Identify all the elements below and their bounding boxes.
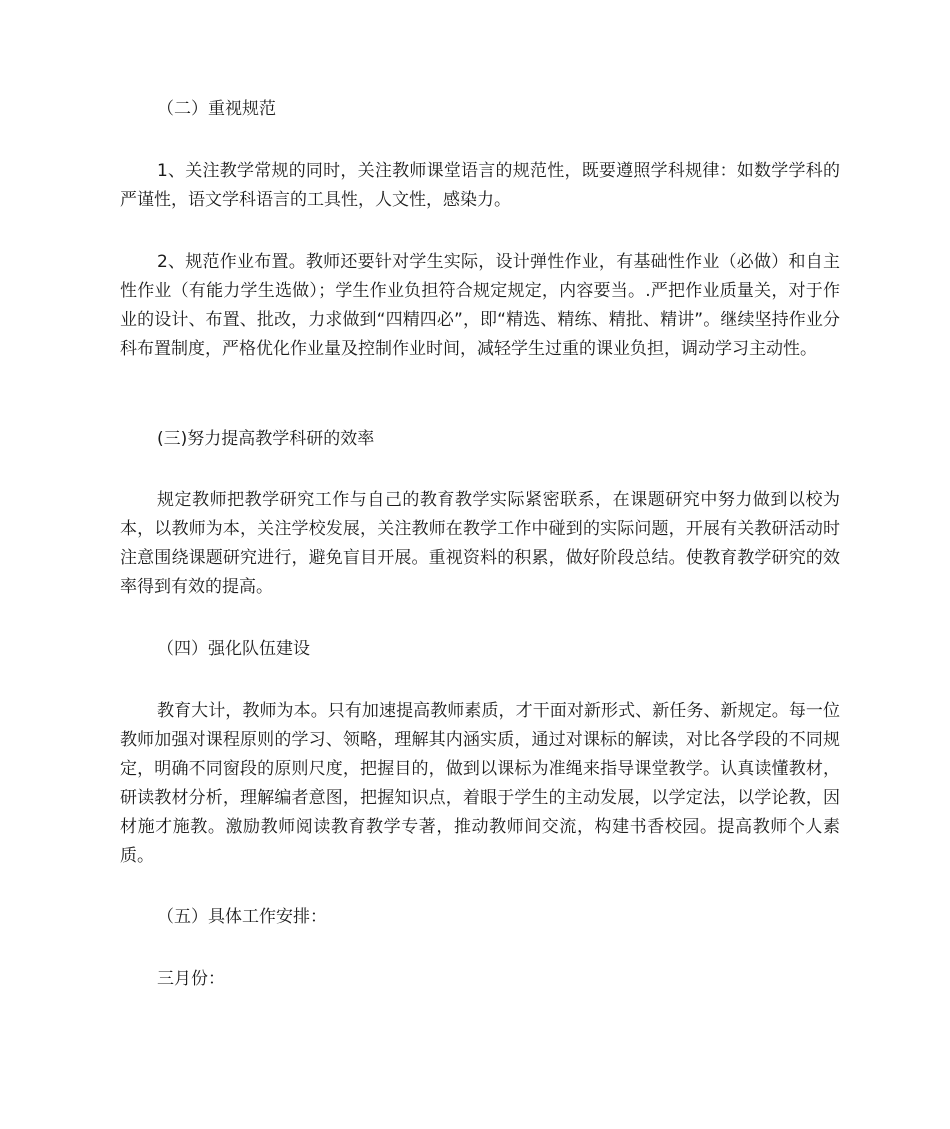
section-2-paragraph-1: 1、关注教学常规的同时，关注教师课堂语言的规范性，既要遵照学科规律：如数学学科的严谨性，语文学科语言的工具性，人文性，感染力。 [120,161,840,210]
section-3-heading: (三)努力提高教学科研的效率 [157,429,375,449]
section-5-heading: （五）具体工作安排： [157,907,327,927]
month-march-label: 三月份： [157,969,225,989]
section-2-heading: （二）重视规范 [157,99,276,119]
section-3-paragraph: 规定教师把教学研究工作与自己的教育教学实际紧密联系，在课题研究中努力做到以校为本，以教师为本，关注学校发展，关注教师在教学工作中碰到的实际问题，开展有关教研活动时注意围绕课题研究进行，避免盲目开展。重视资料的积累，做好阶段总结。使教育教学研究的效率得到有效的提高。 [120,490,840,597]
section-4-paragraph: 教育大计，教师为本。只有加速提高教师素质，才干面对新形式、新任务、新规定。每一位教师加强对课程原则的学习、领略，理解其内涵实质，通过对课标的解读，对比各学段的不同规定，明确不同窗段的原则尺度，把握目的，做到以课标为准绳来指导课堂教学。认真读懂教材，研读教材分析，理解编者意图，把握知识点，着眼于学生的主动发展，以学定法，以学论教，因材施才施教。激励教师阅读教育教学专著，推动教师间交流，构建书香校园。提高教师个人素质。 [120,701,840,866]
section-2-paragraph-2: 2、规范作业布置。教师还要针对学生实际，设计弹性作业，有基础性作业（必做）和自主性作业（有能力学生选做）；学生作业负担符合规定规定，内容要当。.严把作业质量关，对于作业的设计、布置、批改，力求做到“四精四必”，即“精选、精练、精批、精讲”。继续坚持作业分科布置制度，严格优化作业量及控制作业时间，减轻学生过重的课业负担，调动学习主动性。 [120,252,840,359]
section-4-heading: （四）强化队伍建设 [157,639,310,659]
